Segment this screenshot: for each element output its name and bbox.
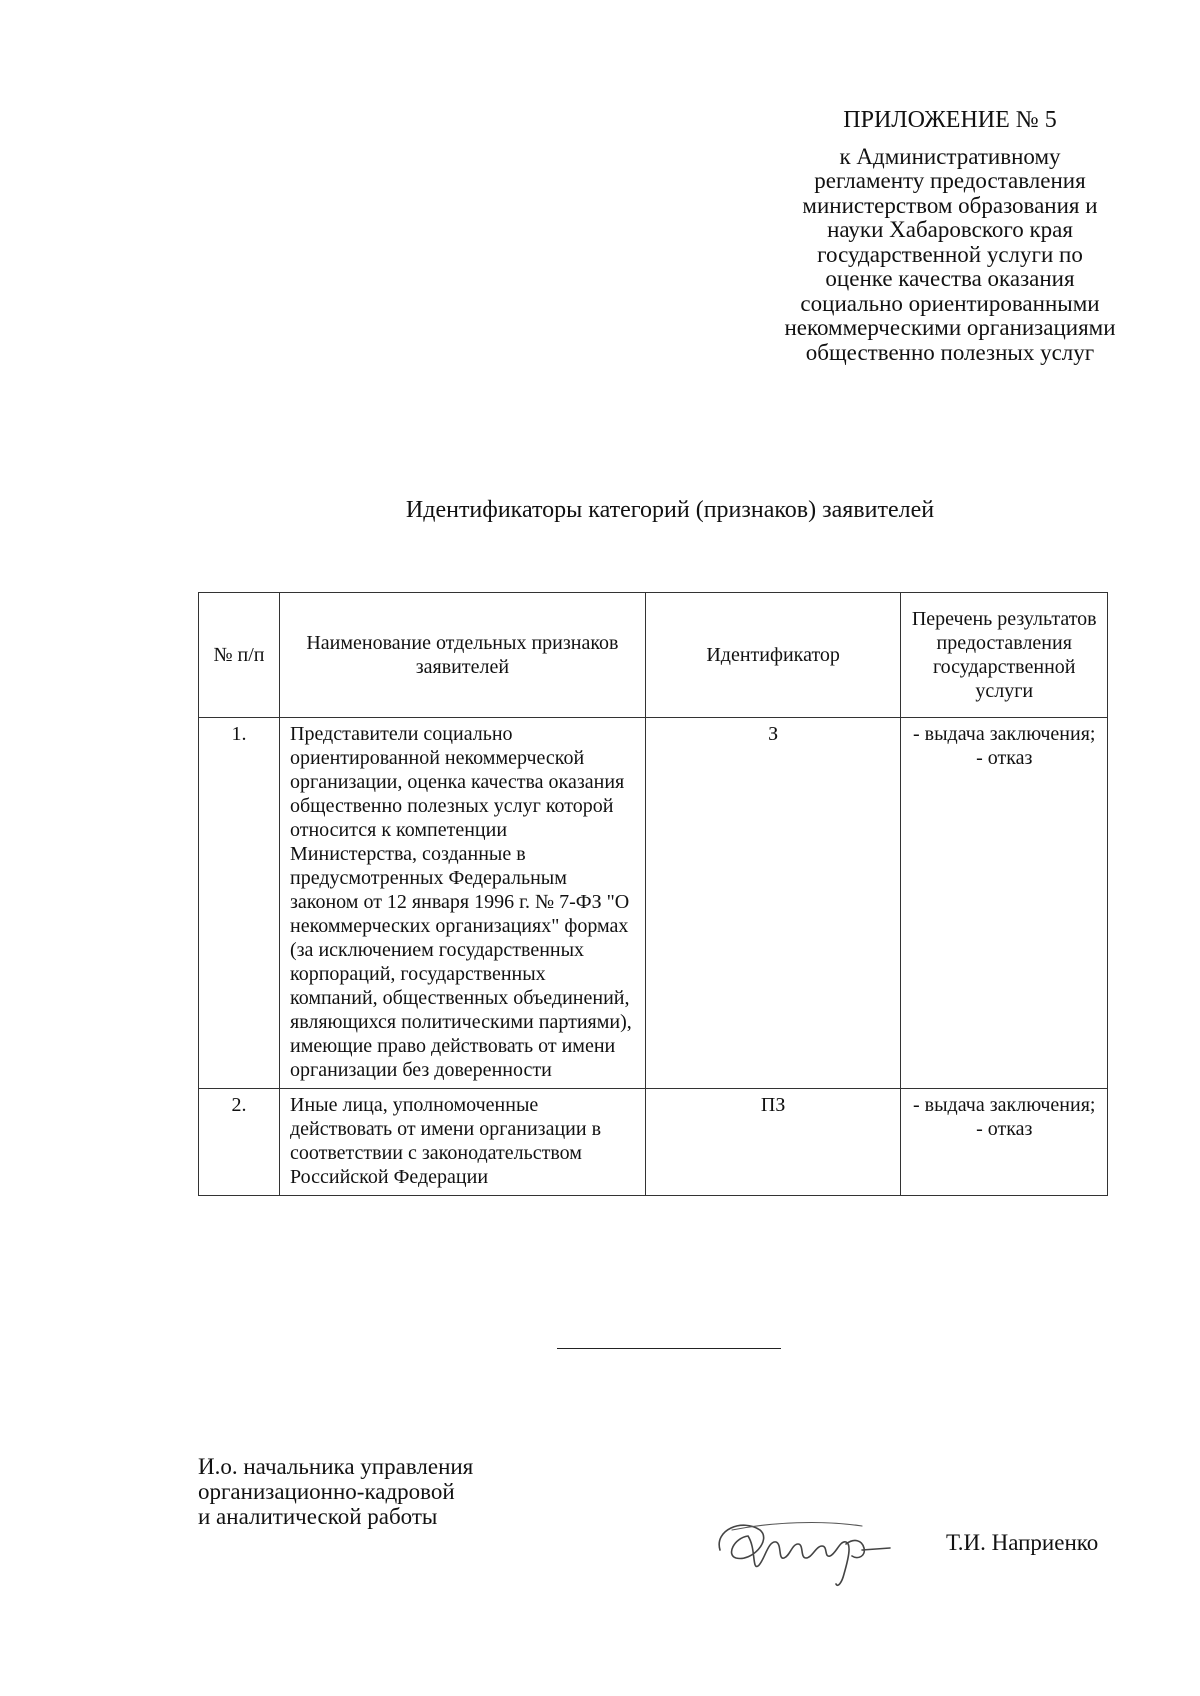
row-name: Представители социально ориентированной некоммерческой организации, оценка качества оказания общественно полезных услуг которой относится к компетенции Министерства, созданные в предусмотренных Федеральным законом от 12 января 1996 г. № 7-ФЗ "О некоммерческих организациях" формах (за исключением государственных корпораций, государственных компаний, общественных объединений, являющихся политическими партиями), имеющие право действовать от имени организации без доверенности <box>280 718 646 1089</box>
header-identifier: Идентификатор <box>645 593 901 718</box>
signatory-line: и аналитической работы <box>198 1504 438 1529</box>
handwritten-signature <box>712 1500 922 1590</box>
row-num: 2. <box>199 1089 280 1196</box>
header-results: Перечень результатов предоставления государственной услуги <box>901 593 1108 718</box>
row-results <box>901 1089 1108 1196</box>
signer-name: Т.И. Наприенко <box>946 1530 1099 1555</box>
appendix-line: социально ориентированными <box>800 290 1100 316</box>
appendix-line: некоммерческими организациями <box>784 315 1116 340</box>
header-num: № п/п <box>199 593 280 718</box>
result-item: - отказ <box>976 1118 1033 1140</box>
header-name: Наименование отдельных признаков заявителей <box>280 593 646 718</box>
signatory-line: организационно-кадровой <box>198 1479 455 1504</box>
appendix-line: науки Хабаровского края <box>827 217 1073 242</box>
table-header-row <box>199 593 1108 718</box>
row-results <box>901 718 1108 1089</box>
divider-line <box>557 1348 781 1349</box>
appendix-line: государственной услуги по <box>817 241 1083 267</box>
appendix-line: оценке качества оказания <box>825 266 1075 291</box>
row-name: Иные лица, уполномоченные действовать от имени организации в соответствии с законодательством Российской Федерации <box>280 1089 646 1196</box>
row-identifier: З <box>645 718 901 1089</box>
row-identifier: ПЗ <box>645 1089 901 1196</box>
result-item: - выдача заключения; <box>912 723 1096 745</box>
signatory-line: И.о. начальника управления <box>198 1454 474 1479</box>
appendix-block <box>738 108 1162 365</box>
result-item: - выдача заключения; <box>912 1094 1096 1116</box>
appendix-line: к Административному <box>839 143 1061 169</box>
identifiers-table <box>198 592 1108 1196</box>
appendix-heading: ПРИЛОЖЕНИЕ № 5 <box>843 107 1057 133</box>
document-title: Идентификаторы категорий (признаков) заявителей <box>405 497 935 523</box>
appendix-line: министерством образования и <box>802 192 1098 218</box>
result-item: - отказ <box>976 747 1033 769</box>
table-row <box>199 718 1108 1089</box>
appendix-line: регламенту предоставления <box>814 168 1086 193</box>
signatory-position <box>198 1454 638 1529</box>
row-num: 1. <box>199 718 280 1089</box>
appendix-line: общественно полезных услуг <box>805 339 1095 365</box>
table-row <box>199 1089 1108 1196</box>
